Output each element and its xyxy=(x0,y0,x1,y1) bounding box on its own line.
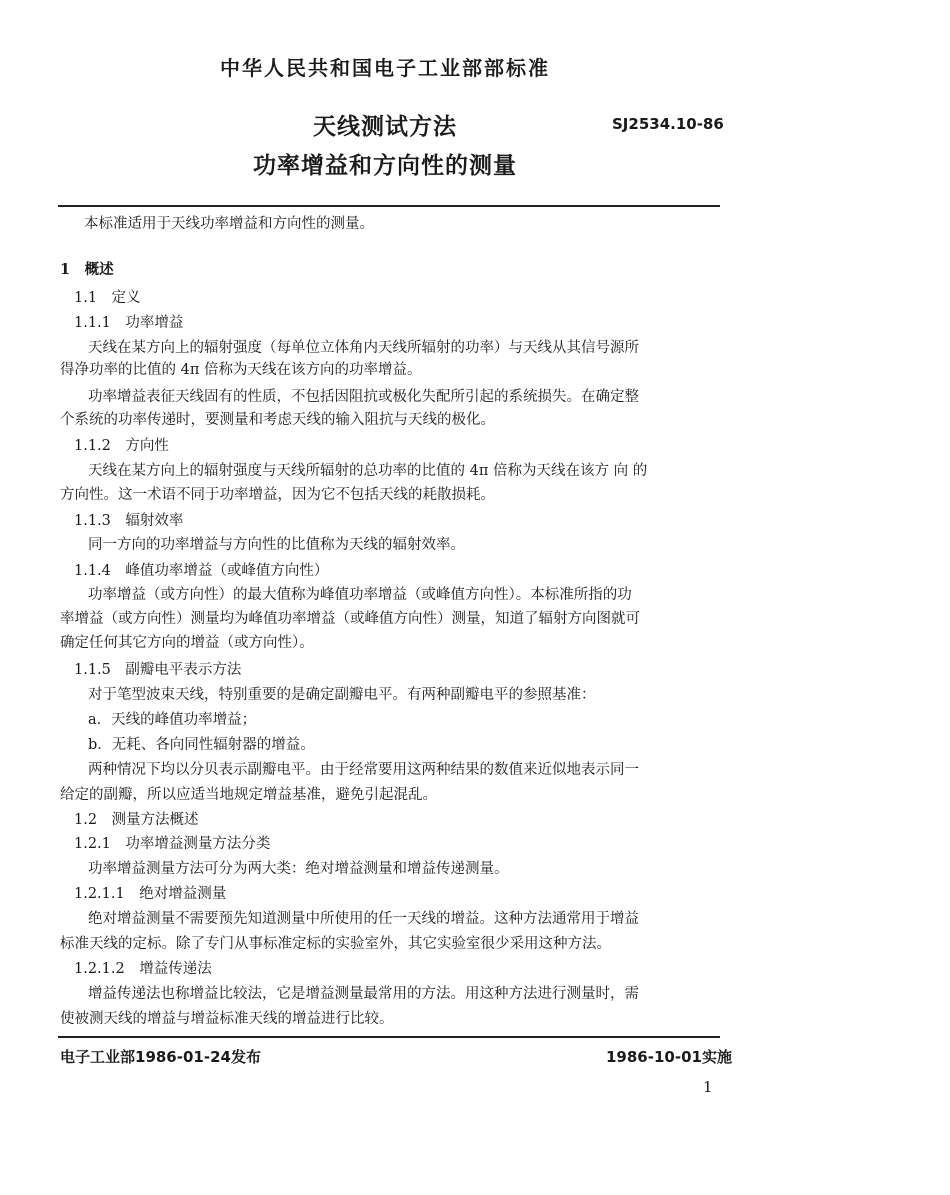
section-1-2-1-2-heading: 1.2.1.2 增益传递法 xyxy=(74,961,212,977)
section-1-1-4-heading: 1.1.4 峰值功率增益（或峰值方向性） xyxy=(74,563,329,579)
effective-date: 1986-10-01实施 xyxy=(606,1048,732,1066)
page-number: 1 xyxy=(703,1078,713,1096)
bottom-rule xyxy=(58,1036,720,1038)
list-item-b: b．无耗、各向同性辐射器的增益。 xyxy=(88,737,315,753)
section-1-heading: 1 概述 xyxy=(60,261,114,278)
paragraph-line: 使被测天线的增益与增益标准天线的增益进行比较。 xyxy=(60,1011,394,1027)
paragraph-line: 增益传递法也称增益比较法，它是增益测量最常用的方法。用这种方法进行测量时，需 xyxy=(88,986,639,1002)
paragraph-line: 两种情况下均以分贝表示副瓣电平。由于经常要用这两种结果的数值来近似地表示同一 xyxy=(88,762,639,778)
issue-date: 电子工业部1986-01-24发布 xyxy=(60,1048,261,1066)
paragraph-line: 对于笔型波束天线，特别重要的是确定副瓣电平。有两种副瓣电平的参照基准： xyxy=(88,687,596,703)
section-1-2-1-heading: 1.2.1 功率增益测量方法分类 xyxy=(74,836,271,852)
intro-paragraph: 本标准适用于天线功率增益和方向性的测量。 xyxy=(84,216,374,232)
document-title: 天线测试方法 xyxy=(313,114,457,140)
paragraph-line: 得净功率的比值的 4π 倍称为天线在该方向的功率增益。 xyxy=(60,362,422,378)
paragraph-line: 标准天线的定标。除了专门从事标准定标的实验室外，其它实验室很少采用这种方法。 xyxy=(60,936,611,952)
paragraph-line: 给定的副瓣，所以应适当地规定增益基准，避免引起混乱。 xyxy=(60,787,437,803)
section-1-1-5-heading: 1.1.5 副瓣电平表示方法 xyxy=(74,662,242,678)
section-1-1-heading: 1.1 定义 xyxy=(74,290,141,306)
paragraph-line: 个系统的功率传递时，要测量和考虑天线的输入阻抗与天线的极化。 xyxy=(60,412,495,428)
paragraph-line: 确定任何其它方向的增益（或方向性）。 xyxy=(60,635,314,651)
paragraph-line: 方向性。这一术语不同于功率增益，因为它不包括天线的耗散损耗。 xyxy=(60,487,495,503)
paragraph-line: 天线在某方向上的辐射强度（每单位立体角内天线所辐射的功率）与天线从其信号源所 xyxy=(88,340,639,356)
top-rule xyxy=(58,205,720,207)
paragraph-line: 绝对增益测量不需要预先知道测量中所使用的任一天线的增益。这种方法通常用于增益 xyxy=(88,911,639,927)
paragraph-line: 天线在某方向上的辐射强度与天线所辐射的总功率的比值的 4π 倍称为天线在该方 向 的 xyxy=(88,463,648,479)
paragraph-line: 率增益（或方向性）测量均为峰值功率增益（或峰值方向性）测量，知道了辐射方向图就可 xyxy=(60,611,640,627)
document-subtitle: 功率增益和方向性的测量 xyxy=(253,153,517,179)
section-1-2-1-1-heading: 1.2.1.1 绝对增益测量 xyxy=(74,886,227,902)
paragraph-line: 同一方向的功率增益与方向性的比值称为天线的辐射效率。 xyxy=(88,537,465,553)
section-1-2-heading: 1.2 测量方法概述 xyxy=(74,812,199,828)
list-item-a: a．天线的峰值功率增益； xyxy=(88,712,257,728)
paragraph-line: 功率增益（或方向性）的最大值称为峰值功率增益（或峰值方向性）。本标准所指的功 xyxy=(88,587,632,603)
issuing-authority: 中华人民共和国电子工业部部标准 xyxy=(220,56,550,80)
section-1-1-2-heading: 1.1.2 方向性 xyxy=(74,438,169,454)
section-1-1-3-heading: 1.1.3 辐射效率 xyxy=(74,513,184,529)
paragraph-line: 功率增益表征天线固有的性质，不包括因阻抗或极化失配所引起的系统损失。在确定整 xyxy=(88,389,639,405)
standard-number: SJ2534.10-86 xyxy=(612,115,724,133)
paragraph-line: 功率增益测量方法可分为两大类：绝对增益测量和增益传递测量。 xyxy=(88,861,509,877)
section-1-1-1-heading: 1.1.1 功率增益 xyxy=(74,315,184,331)
